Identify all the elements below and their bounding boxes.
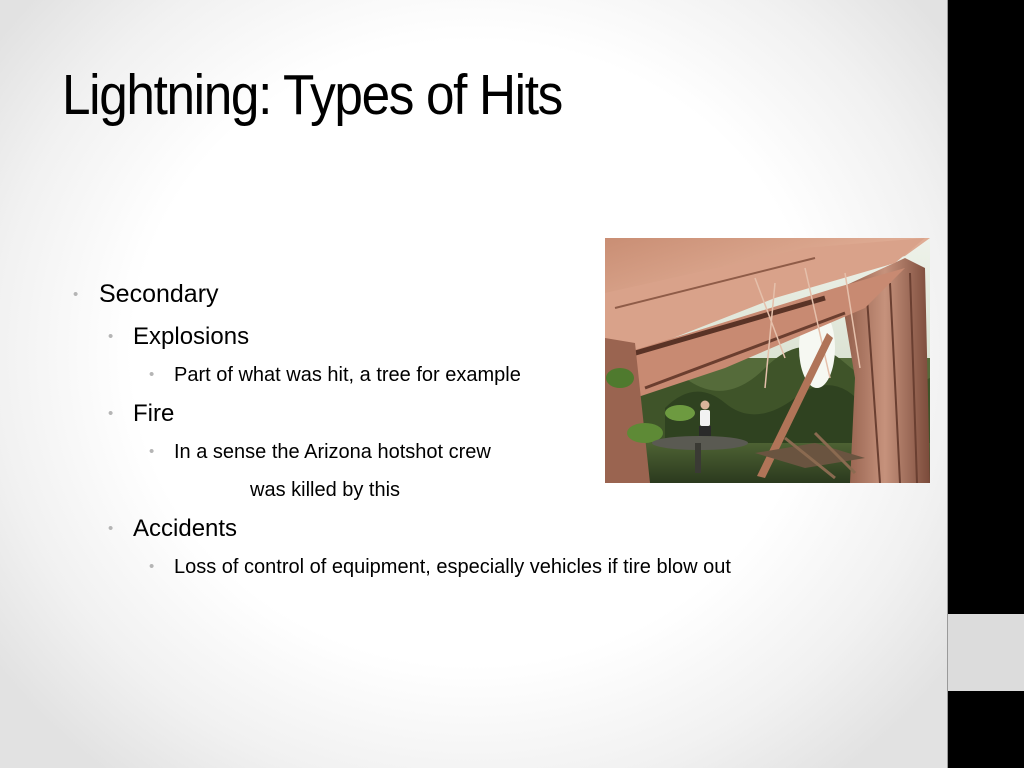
tree-illustration <box>605 238 930 483</box>
bullet-marker: • <box>149 443 155 460</box>
bullet-marker: • <box>149 366 155 383</box>
bullet-marker: • <box>149 558 155 575</box>
bullet-fire: Fire <box>133 400 175 427</box>
bullet-marker: • <box>108 328 114 345</box>
bullet-explosions: Explosions <box>133 323 250 350</box>
bullet-explosions-detail: Part of what was hit, a tree for example <box>174 364 521 386</box>
bullet-secondary: Secondary <box>99 280 219 308</box>
bullet-marker: • <box>108 520 114 537</box>
bullet-fire-detail-line1: In a sense the Arizona hotshot crew <box>174 441 491 463</box>
bullet-accidents-detail: Loss of control of equipment, especially vehicles if tire blow out <box>174 556 731 578</box>
bullet-marker: • <box>108 405 114 422</box>
bullet-accidents: Accidents <box>133 515 238 542</box>
bullet-marker: • <box>73 286 79 303</box>
split-tree-photo <box>605 238 930 483</box>
slide-title: Lightning: Types of Hits <box>62 63 562 127</box>
decorative-sidebar-accent <box>948 614 1024 691</box>
bullet-fire-detail-line2: was killed by this <box>250 479 401 501</box>
